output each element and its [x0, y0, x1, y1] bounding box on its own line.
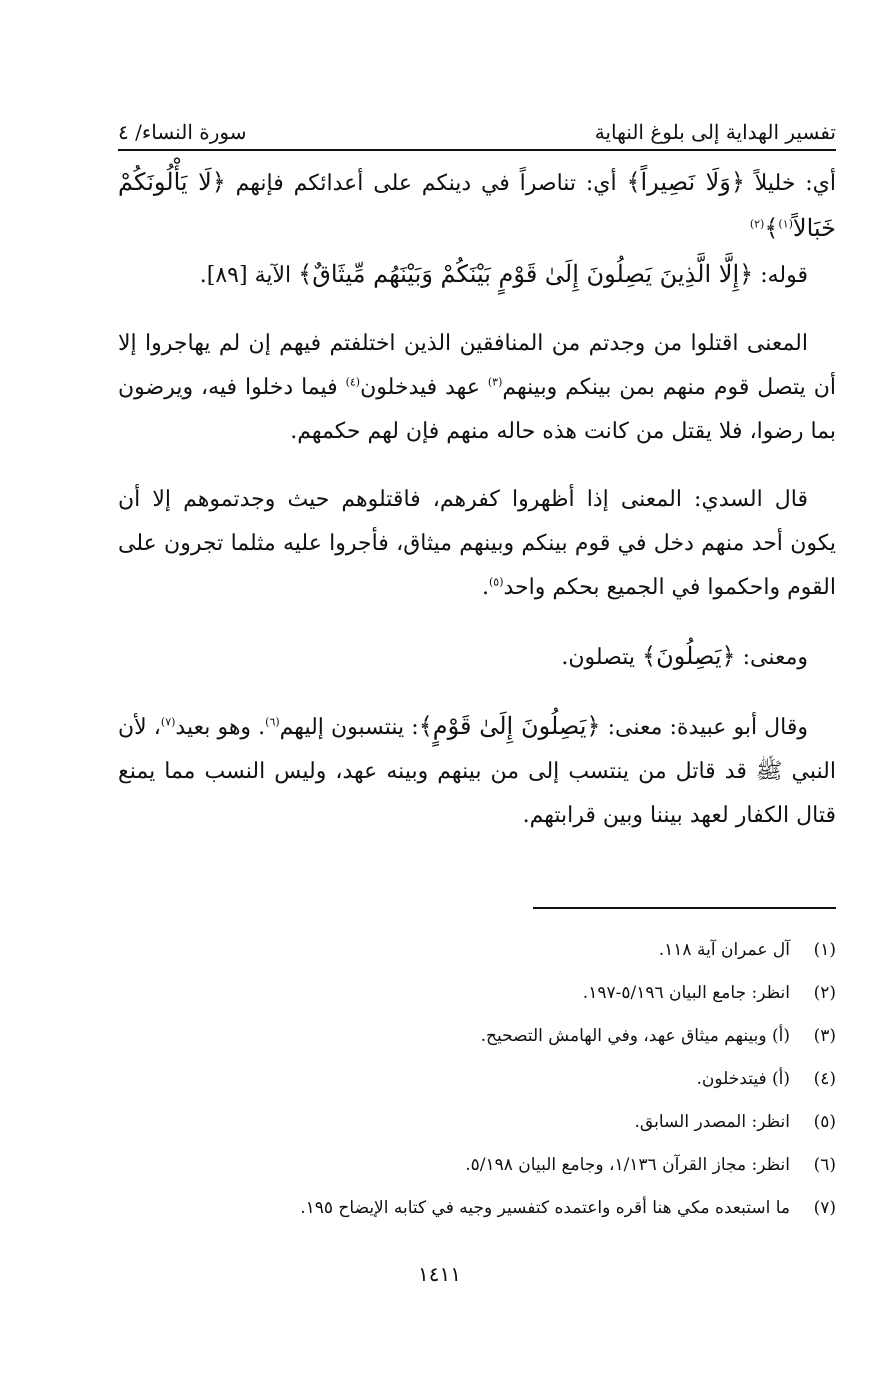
footnote-text: (أ) وبينهم ميثاق عهد، وفي الهامش التصحيح. — [480, 1026, 790, 1046]
text-run: ومعنى: — [735, 645, 808, 670]
footnote-number: (٧) — [813, 1198, 836, 1218]
footnote-text: ما استبعده مكي هنا أقره واعتمده كتفسير وجيه في كتابه الإيضاح ١٩٥. — [300, 1198, 790, 1218]
header-rule — [118, 149, 836, 151]
text-run: أي: تناصراً في دينكم على أعدائكم فإنهم — [225, 171, 627, 196]
footnote-item — [118, 940, 836, 983]
text-run: قال السدي: المعنى إذا أظهروا كفرهم، فاقتلوهم حيث وجدتموهم إلا أن يكون أحد منهم دخل في قوم بينكم وبينهم ميثاق، فأجروا عليه مثلما تجرون على القوم واحكموا في الجميع بحكم واحد — [118, 487, 836, 600]
footnote-item — [118, 1198, 836, 1241]
text-run: ، لأن النبي ﷺ قد قاتل من ينتسب إلى من بينهم وبينه عهد، وليس النسب مما يمنع قتال الكفار لعهد بيننا وبين قرابتهم. — [118, 715, 836, 828]
footnote-item — [118, 983, 836, 1026]
footnote-ref: (٤) — [345, 375, 361, 389]
page-number: ١٤١١ — [418, 1262, 461, 1286]
paragraph-6 — [118, 704, 836, 838]
paragraph-5 — [118, 634, 836, 680]
footnote-number: (٥) — [813, 1112, 836, 1132]
text-run: . — [481, 575, 489, 600]
running-header — [118, 104, 836, 144]
footnote-item — [118, 1069, 836, 1112]
footnote-text: انظر: جامع البيان ٥/١٩٦-١٩٧. — [582, 983, 790, 1003]
footnote-ref: (٢) — [749, 217, 765, 231]
footnote-text: (أ) فيتدخلون. — [696, 1069, 790, 1089]
footnote-item — [118, 1155, 836, 1198]
paragraph-3 — [118, 322, 836, 454]
text-run: المعنى اقتلوا من وجدتم من المنافقين الذين اختلفتم فيهم إن لم يهاجروا إلا أن يتصل قوم منهم بمن بينكم وبينهم — [118, 331, 836, 400]
footnote-item — [118, 1026, 836, 1069]
footnote-number: (٣) — [813, 1026, 836, 1046]
quran-bracket: ﴾ — [764, 214, 779, 242]
footnote-ref: (٧) — [160, 715, 176, 729]
surah-label: سورة النساء/ ٤ — [118, 120, 247, 144]
quran-quote: ﴿وَلَا نَصِيراً﴾ — [626, 168, 745, 196]
quran-quote: ﴿إِلَّا الَّذِينَ يَصِلُونَ إِلَىٰ قَوْمٍ بَيْنَكُمْ وَبَيْنَهُم مِّيثَاقٌ﴾ — [298, 260, 754, 288]
footnote-rule — [533, 907, 836, 909]
text-run: الآية [٨٩]. — [199, 263, 299, 288]
text-run: يتصلون. — [561, 645, 642, 670]
footnote-ref: (٣) — [487, 375, 503, 389]
footnote-number: (٢) — [813, 983, 836, 1003]
footnotes — [118, 940, 836, 1241]
footnote-text: آل عمران آية ١١٨. — [658, 940, 790, 960]
text-run: وقال أبو عبيدة: معنى: — [600, 715, 808, 740]
quran-quote: ﴿يَصِلُونَ﴾ — [642, 642, 736, 670]
quran-quote: ﴿يَصِلُونَ إِلَىٰ قَوْمٍ﴾ — [418, 712, 601, 740]
footnote-item — [118, 1112, 836, 1155]
footnote-number: (٤) — [813, 1069, 836, 1089]
main-text — [118, 160, 836, 838]
footnote-text: انظر: مجاز القرآن ١/١٣٦، وجامع البيان ٥/١٩٨. — [465, 1155, 790, 1175]
footnote-ref: (٦) — [265, 715, 280, 729]
footnote-text: انظر: المصدر السابق. — [634, 1112, 790, 1132]
footnote-number: (١) — [813, 940, 836, 960]
text-run: أي: خليلاً — [744, 171, 836, 196]
footnote-number: (٦) — [813, 1155, 836, 1175]
text-run: قوله: — [753, 263, 808, 288]
footnote-ref: (٥) — [488, 575, 504, 589]
text-run: فيما دخلوا فيه، ويرضون بما رضوا، فلا يقتل من كانت هذه حاله منهم فإن لهم حكمهم. — [118, 375, 836, 444]
text-run: : ينتسبون إليهم — [279, 715, 419, 740]
paragraph-1 — [118, 160, 836, 252]
paragraph-4 — [118, 478, 836, 610]
text-run: عهد فيدخلون — [360, 375, 488, 400]
book-title: تفسير الهداية إلى بلوغ النهاية — [594, 120, 836, 144]
paragraph-2 — [118, 252, 836, 298]
text-run: . وهو بعيد — [175, 715, 266, 740]
footnote-ref: (١) — [778, 217, 793, 231]
quran-quote: ﴿لَا يَأْلُونَكُمْ خَبَالاً — [118, 168, 836, 242]
